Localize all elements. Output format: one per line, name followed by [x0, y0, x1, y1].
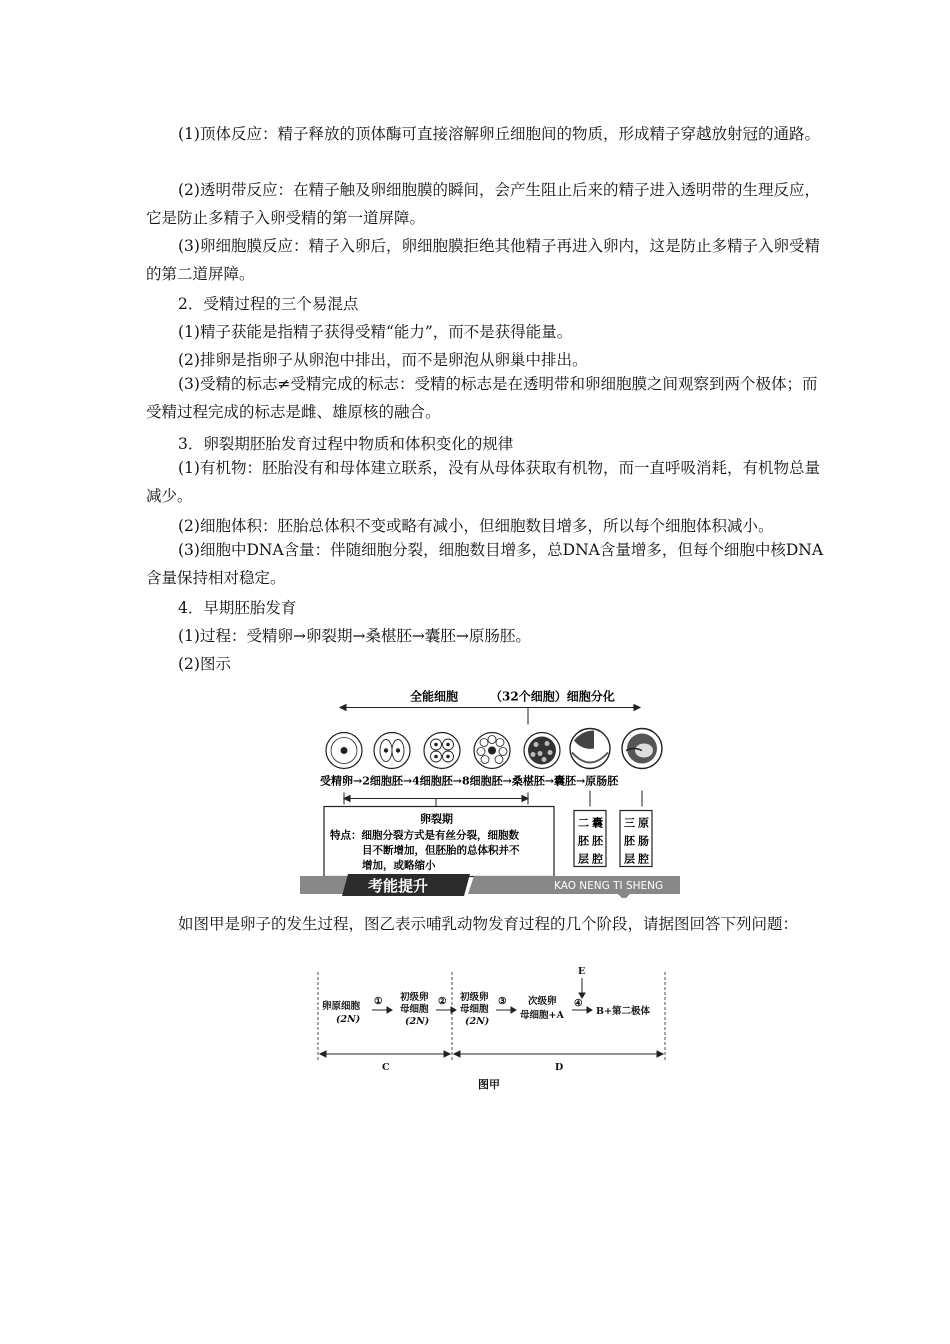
banner-title: 考能提升	[368, 877, 429, 895]
four-cell-embryo-icon	[424, 733, 460, 769]
eight-cell-embryo-icon	[474, 733, 510, 769]
question-text: 如图甲是卵子的发生过程，图乙表示哺乳动物发育过程的几个阶段，请据图回答下列问题：	[178, 915, 799, 933]
morula-icon	[524, 733, 560, 769]
blast-char-5: 层	[578, 852, 589, 866]
primary-oocyte-1-line1: 初级卵	[400, 992, 429, 1003]
oogonia-label: 卵原细胞	[322, 1001, 361, 1012]
blastocyst-icon	[570, 729, 610, 769]
blast-char-3: 胚	[578, 834, 589, 848]
gast-char-5: 层	[624, 852, 635, 866]
stage-sequence: 受精卵→2细胞胚→4细胞胚→8细胞胚→桑椹胚→囊胚→原肠胚	[320, 774, 619, 788]
embryo-development-figure	[300, 668, 690, 898]
gast-char-1: 三	[624, 816, 635, 830]
oogenesis-figure	[310, 962, 672, 1092]
banner-subtitle: KAO NENG TI SHENG	[554, 880, 664, 892]
figure-a-caption: 图甲	[478, 1078, 500, 1091]
paragraph-process: (1)过程：受精卵→卵裂期→桑椹胚→囊胚→原肠胚。	[178, 627, 531, 645]
blast-char-2: 囊	[592, 816, 603, 830]
gast-char-6: 腔	[638, 852, 649, 866]
section-banner	[300, 872, 690, 898]
paragraph-dna-content: (3)细胞中DNA含量：伴随细胞分裂，细胞数目增多，总DNA含量增多，但每个细胞中核DNA含量保持相对稳定。	[146, 541, 824, 587]
two-cell-embryo-icon	[374, 733, 410, 769]
primary-oocyte-2-ploidy: (2N)	[465, 1016, 490, 1027]
result-label: B+第二极体	[596, 1006, 650, 1017]
cleavage-line-2: 目不断增加，但胚胎的总体积并不	[362, 844, 520, 857]
label-d: D	[555, 1062, 564, 1073]
label-differentiation: （32个细胞）细胞分化	[490, 689, 615, 704]
paragraph-organic-matter: (1)有机物：胚胎没有和母体建立联系，没有从母体获取有机物，而一直呼吸消耗，有机物总量减少。	[146, 459, 820, 505]
oogonia-ploidy: (2N)	[336, 1014, 361, 1025]
label-e: E	[578, 966, 586, 977]
paragraph-membrane-reaction: (3)卵细胞膜反应：精子入卵后，卵细胞膜拒绝其他精子再进入卵内，这是防止多精子入卵受精的第二道屏障。	[146, 237, 820, 283]
primary-oocyte-2-line1: 初级卵	[460, 992, 489, 1003]
primary-oocyte-2-line2: 母细胞	[460, 1004, 489, 1015]
primary-oocyte-1-ploidy: (2N)	[405, 1016, 430, 1027]
gast-char-2: 原	[638, 816, 649, 830]
blast-char-6: 腔	[592, 852, 603, 866]
paragraph-acrosome-reaction: (1)顶体反应：精子释放的顶体酶可直接溶解卵丘细胞间的物质，形成精子穿越放射冠的通路。	[178, 125, 820, 143]
paragraph-capacitation: (1)精子获能是指精子获得受精“能力”，而不是获得能量。	[178, 323, 573, 341]
secondary-oocyte-line2: 母细胞+A	[520, 1010, 564, 1021]
zygote-icon	[326, 733, 362, 769]
cleavage-line-1: 特点：细胞分裂方式是有丝分裂，细胞数	[330, 829, 519, 842]
cleavage-title: 卵裂期	[420, 812, 453, 826]
step-3-label: ③	[498, 996, 507, 1007]
paragraph-illustration: (2)图示	[178, 655, 231, 673]
blast-char-1: 二	[578, 816, 589, 830]
blast-char-4: 胚	[592, 834, 603, 848]
step-4-label: ④	[574, 998, 583, 1009]
label-c: C	[382, 1062, 390, 1073]
paragraph-zona-reaction: (2)透明带反应：在精子触及卵细胞膜的瞬间，会产生阻止后来的精子进入透明带的生理反应，它是防止多精子入卵受精的第一道屏障。	[146, 181, 820, 227]
primary-oocyte-1-line2: 母细胞	[400, 1004, 429, 1015]
cleavage-line-3: 增加，或略缩小	[362, 859, 436, 872]
heading-section-4: 4．早期胚胎发育	[178, 599, 297, 617]
heading-section-3: 3．卵裂期胚胎发育过程中物质和体积变化的规律	[178, 435, 514, 453]
step-1-label: ①	[374, 996, 383, 1007]
gastrula-icon	[622, 729, 662, 769]
gast-char-4: 肠	[638, 834, 649, 848]
paragraph-cell-volume: (2)细胞体积：胚胎总体积不变或略有减小，但细胞数目增多，所以每个细胞体积减小。	[178, 517, 774, 535]
paragraph-fertilization-marks: (3)受精的标志≠受精完成的标志：受精的标志是在透明带和卵细胞膜之间观察到两个极体；而受精过程完成的标志是雌、雄原核的融合。	[146, 375, 818, 421]
heading-section-2: 2．受精过程的三个易混点	[178, 295, 359, 313]
gast-char-3: 胚	[624, 834, 635, 848]
label-totipotent: 全能细胞	[410, 689, 459, 704]
paragraph-ovulation: (2)排卵是指卵子从卵泡中排出，而不是卵泡从卵巢中排出。	[178, 351, 588, 369]
secondary-oocyte-line1: 次级卵	[528, 996, 557, 1007]
step-2-label: ②	[438, 996, 447, 1007]
